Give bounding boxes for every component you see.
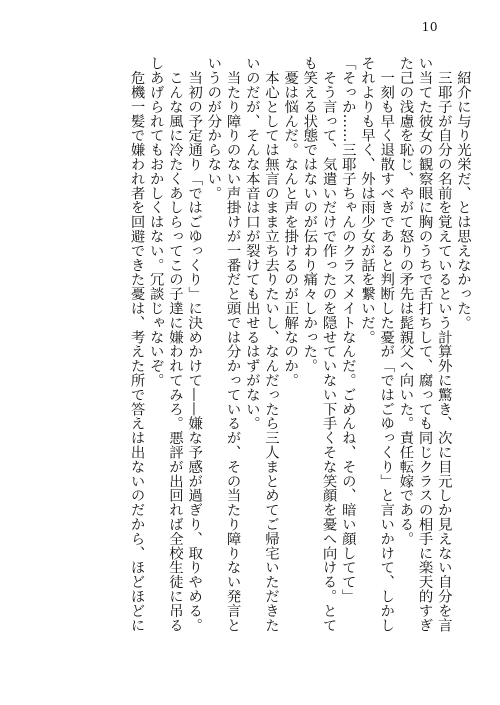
text-line: も笑える状態ではないのが伝わり痛々しかった。 (301, 56, 318, 373)
text-line: 危機一髪で嫌われ者を回避できた憂は、考えた所で答えは出ないのだから、ほどほどに (128, 70, 145, 633)
text-line: 当初の予定通り「ではごゆっくり」に決めかけて——嫌な予感が過ぎり、取りやめる。 (186, 70, 203, 632)
text-line: そう言って、気遣いだけで作ったのを隠せていない下手くそな笑顔を憂へ向ける。とて (320, 70, 337, 633)
page-number: 10 (421, 20, 438, 34)
text-line: 憂は悩んだ。なんと声を掛けるのが正解なのか。 (282, 70, 299, 388)
text-line: いのだが、そんな本音は口が裂けても出せるはずがない。 (243, 56, 260, 431)
text-line: 一刻も早く退散すべきであると判断した憂が「ではごゆっくり」と言いかけて、しかし (378, 70, 395, 633)
novel-body-text (126, 56, 472, 668)
text-line: しあげられてもおかしくはない。冗談じゃないぞ。 (147, 56, 164, 388)
text-line: 当たり障りのない声掛けが一番だと頭では分かっているが、その当たり障りない発言と (224, 70, 241, 633)
text-line: いうのが分からない。 (205, 56, 222, 200)
text-line: 「そっか……三耶子ちゃんのクラスメイトなんだ。ごめんね、その、暗い顔してて」 (339, 56, 356, 604)
text-line: 三耶子が自分の名前を覚えているという計算外に驚き、次に目元しか見えない自分を言 (435, 70, 452, 633)
text-line: こんな風に冷たくあしらってこの子達に嫌われてみろ。悪評が出回れば全校生徒に吊る (166, 70, 183, 633)
text-line: 紹介に与り光栄だ、とは思えなかった。 (455, 70, 471, 330)
text-line: 本心としては無言のまま立ち去りたいし、なんだったら三人まとめてご帰宅いただきた (262, 70, 279, 633)
text-line: い当てた彼女の観察眼に胸のうちで舌打ちして、腐っても同じクラスの相手に楽天的すぎ (416, 56, 433, 632)
text-line: それよりも早く、外は雨少女が話を繋いだ。 (358, 56, 375, 344)
text-line: た己の浅慮を恥じ、やがて怒りの矛先は髭親父へ向いた。責任転嫁である。 (397, 56, 414, 546)
